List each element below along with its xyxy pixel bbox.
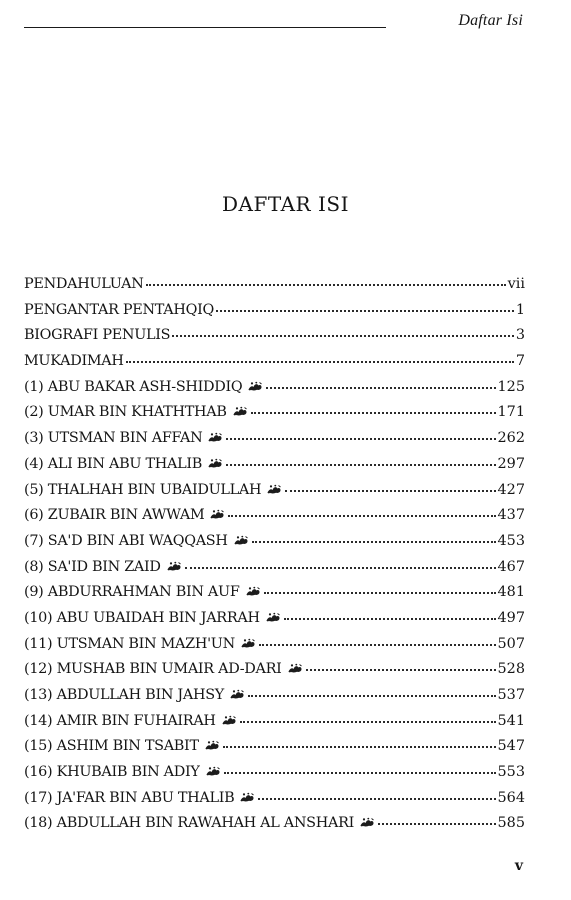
toc-dot-leader <box>264 592 496 594</box>
toc-entry-label: (8) SA'ID BIN ZAID <box>24 558 161 575</box>
toc-entry[interactable] <box>24 456 525 482</box>
toc-entry-label: (5) THALHAH BIN UBAIDULLAH <box>24 481 262 498</box>
toc-entry-label: (10) ABU UBAIDAH BIN JARRAH <box>24 609 260 626</box>
page-title: DAFTAR ISI <box>222 192 349 216</box>
radhiyallahu-anhu-calligraphy-icon <box>245 586 261 597</box>
toc-entry[interactable] <box>24 815 525 841</box>
radhiyallahu-anhu-calligraphy-icon <box>209 509 225 520</box>
toc-entry-label: (9) ABDURRAHMAN BIN AUF <box>24 584 240 601</box>
toc-entry-label: (13) ABDULLAH BIN JAHSY <box>24 687 224 703</box>
toc-entry[interactable] <box>24 533 525 559</box>
toc-entry-page-number: 497 <box>497 609 525 626</box>
toc-entry[interactable] <box>24 610 525 636</box>
toc-entry[interactable] <box>24 687 525 713</box>
toc-entry-label: PENDAHULUAN <box>24 276 144 292</box>
toc-entry-label: (18) ABDULLAH BIN RAWAHAH AL ANSHARI <box>24 815 355 832</box>
toc-entry-page-number: 1 <box>515 301 525 318</box>
radhiyallahu-anhu-calligraphy-icon <box>266 484 282 495</box>
toc-entry[interactable] <box>24 559 525 585</box>
toc-entry-label: (6) ZUBAIR BIN AWWAM <box>24 507 205 524</box>
radhiyallahu-anhu-calligraphy-icon <box>265 612 281 623</box>
radhiyallahu-anhu-calligraphy-icon <box>207 458 223 469</box>
toc-entry[interactable] <box>24 327 525 353</box>
toc-entry[interactable] <box>24 636 525 662</box>
toc-entry-label: (14) AMIR BIN FUHAIRAH <box>24 712 216 729</box>
toc-entry-page-number: 564 <box>497 789 525 806</box>
toc-entry-label: (16) KHUBAIB BIN ADIY <box>24 764 200 781</box>
toc-entry-label: (17) JA'FAR BIN ABU THALIB <box>24 789 235 806</box>
toc-entry[interactable] <box>24 661 525 687</box>
toc-entry-page-number: 7 <box>515 353 525 370</box>
toc-entry-page-number: vii <box>507 276 525 292</box>
toc-entry-label: (3) UTSMAN BIN AFFAN <box>24 430 203 447</box>
toc-dot-leader <box>378 823 496 825</box>
toc-entry-page-number: 453 <box>497 532 525 549</box>
toc-entry-page-number: 528 <box>497 661 525 678</box>
radhiyallahu-anhu-calligraphy-icon <box>233 535 249 546</box>
radhiyallahu-anhu-calligraphy-icon <box>240 638 256 649</box>
toc-dot-leader <box>226 438 495 440</box>
toc-entry-page-number: 553 <box>497 764 525 781</box>
toc-entry[interactable] <box>24 404 525 430</box>
toc-dot-leader <box>223 746 496 748</box>
toc-entry-page-number: 541 <box>497 712 525 729</box>
toc-dot-leader <box>126 361 514 363</box>
radhiyallahu-anhu-calligraphy-icon <box>287 663 303 674</box>
toc-entry-page-number: 467 <box>497 558 525 575</box>
toc-dot-leader <box>228 515 495 517</box>
toc-dot-leader <box>146 284 506 286</box>
toc-dot-leader <box>306 669 496 671</box>
toc-entry-page-number: 537 <box>497 687 525 703</box>
toc-entry-label: (15) ASHIM BIN TSABIT <box>24 738 199 755</box>
toc-entry[interactable] <box>24 353 525 379</box>
toc-entry-label: PENGANTAR PENTAHQIQ <box>24 301 214 318</box>
toc-dot-leader <box>258 798 495 800</box>
toc-entry[interactable] <box>24 482 525 508</box>
toc-dot-leader <box>172 335 514 337</box>
toc-entry-label: MUKADIMAH <box>24 353 124 370</box>
radhiyallahu-anhu-calligraphy-icon <box>204 740 220 751</box>
toc-entry[interactable] <box>24 764 525 790</box>
toc-dot-leader <box>216 310 514 312</box>
toc-entry[interactable] <box>24 507 525 533</box>
toc-entry-page-number: 585 <box>497 815 525 832</box>
toc-entry-page-number: 547 <box>497 738 525 755</box>
running-header-title: Daftar Isi <box>458 12 523 29</box>
toc-dot-leader <box>284 618 496 620</box>
toc-dot-leader <box>226 464 496 466</box>
radhiyallahu-anhu-calligraphy-icon <box>205 766 221 777</box>
toc-dot-leader <box>251 412 496 414</box>
toc-dot-leader <box>259 644 496 646</box>
radhiyallahu-anhu-calligraphy-icon <box>239 792 255 803</box>
toc-entry-page-number: 125 <box>497 378 525 395</box>
radhiyallahu-anhu-calligraphy-icon <box>207 432 223 443</box>
toc-entry[interactable] <box>24 738 525 764</box>
toc-entry[interactable] <box>24 302 525 328</box>
radhiyallahu-anhu-calligraphy-icon <box>166 561 182 572</box>
toc-entry-page-number: 427 <box>497 481 525 498</box>
toc-dot-leader <box>224 772 496 774</box>
toc-dot-leader <box>285 490 495 492</box>
toc-entry-page-number: 171 <box>497 404 525 421</box>
toc-dot-leader <box>185 567 496 569</box>
toc-dot-leader <box>248 695 496 697</box>
toc-entry-label: (12) MUSHAB BIN UMAIR AD-DARI <box>24 661 282 678</box>
page-number: v <box>514 858 523 874</box>
toc-entry[interactable] <box>24 276 525 302</box>
toc-entry-label: (11) UTSMAN BIN MAZH'UN <box>24 635 235 652</box>
radhiyallahu-anhu-calligraphy-icon <box>247 381 263 392</box>
toc-entry[interactable] <box>24 430 525 456</box>
toc-dot-leader <box>266 387 495 389</box>
toc-entry[interactable] <box>24 790 525 816</box>
header-rule <box>24 27 386 28</box>
toc-entry-page-number: 507 <box>497 635 525 652</box>
toc-dot-leader <box>252 541 496 543</box>
toc-entry[interactable] <box>24 713 525 739</box>
toc-entry-page-number: 262 <box>497 430 525 447</box>
toc-entry-page-number: 3 <box>515 327 525 344</box>
toc-entry[interactable] <box>24 379 525 405</box>
toc-entry-label: (7) SA'D BIN ABI WAQQASH <box>24 532 228 549</box>
toc-entry-page-number: 437 <box>497 507 525 524</box>
toc-entry-label: BIOGRAFI PENULIS <box>24 327 171 344</box>
toc-entry[interactable] <box>24 584 525 610</box>
toc-entry-label: (2) UMAR BIN KHATHTHAB <box>24 404 227 421</box>
toc-entry-label: (1) ABU BAKAR ASH-SHIDDIQ <box>24 378 243 395</box>
toc-entry-page-number: 297 <box>497 455 525 472</box>
radhiyallahu-anhu-calligraphy-icon <box>221 715 237 726</box>
table-of-contents <box>24 276 525 841</box>
toc-entry-page-number: 481 <box>497 584 525 601</box>
radhiyallahu-anhu-calligraphy-icon <box>232 406 248 417</box>
toc-dot-leader <box>240 721 496 723</box>
radhiyallahu-anhu-calligraphy-icon <box>229 689 245 700</box>
toc-entry-label: (4) ALI BIN ABU THALIB <box>24 455 203 472</box>
radhiyallahu-anhu-calligraphy-icon <box>359 817 375 828</box>
